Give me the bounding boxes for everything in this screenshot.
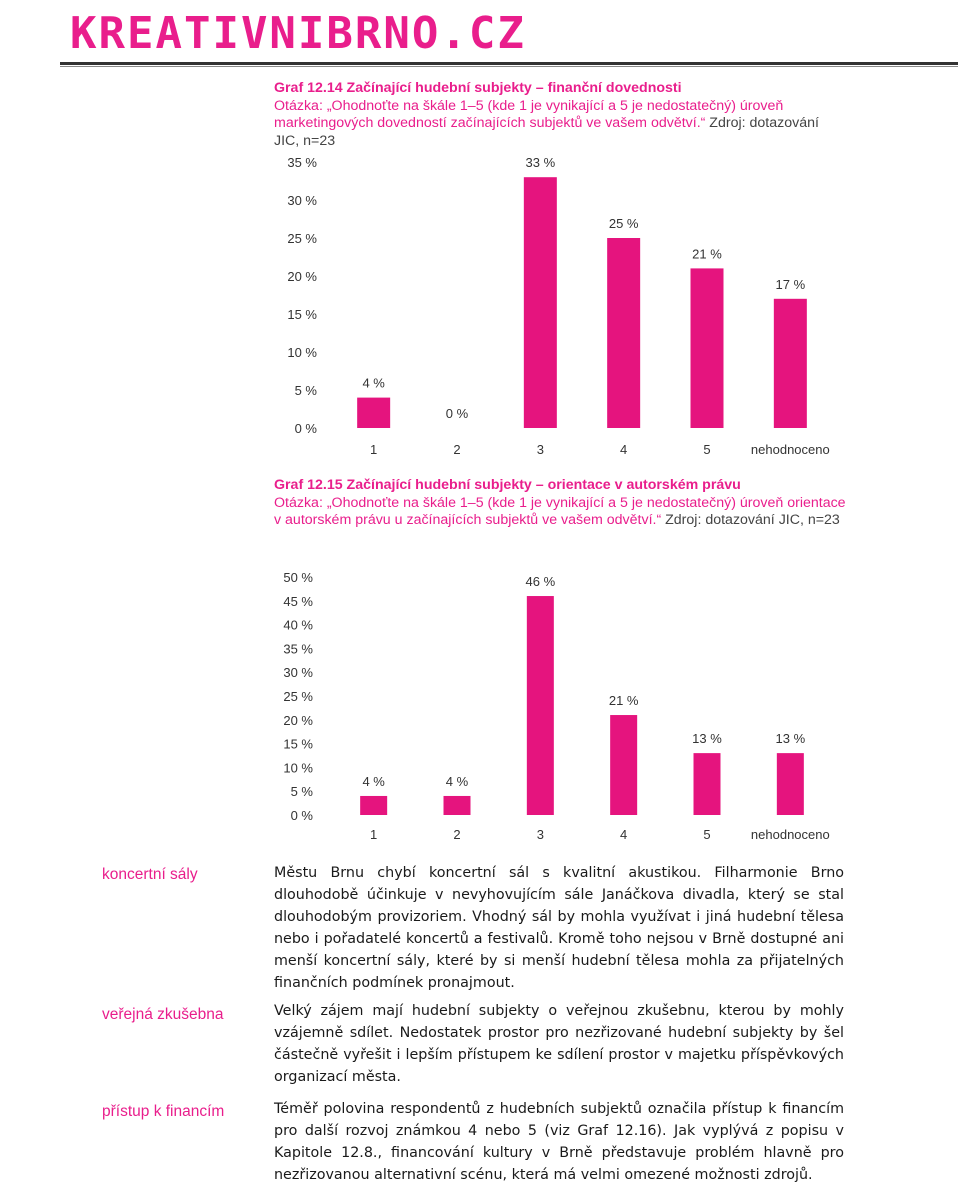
graph2-y-tick: 0 %: [290, 808, 313, 823]
graph2-data-label: 13 %: [775, 731, 806, 747]
section-label-rehearsal-room: veřejná zkušebna: [102, 1006, 224, 1023]
graph2-y-tick: 35 %: [283, 641, 313, 657]
graph1-data-label: 0 %: [445, 406, 469, 421]
graph1-data-label: 33 %: [525, 155, 556, 171]
graph2-x-tick: 2: [453, 827, 461, 842]
graph1-title: Graf 12.14 Začínající hudební subjekty – finanční dovednosti: [274, 80, 682, 96]
graph1-bar: [691, 268, 724, 428]
graph2-bar: [360, 796, 387, 815]
graph1-chart: [270, 150, 870, 470]
graph1-data-label: 21 %: [692, 246, 722, 262]
graph2-y-tick: 25 %: [283, 689, 313, 704]
graph2-caption: [274, 477, 846, 530]
graph2-y-tick: 50 %: [283, 570, 313, 585]
graph2-y-tick: 45 %: [283, 593, 313, 609]
graph2-svg: [270, 565, 870, 855]
graph1-y-tick: 20 %: [287, 269, 317, 284]
graph2-y-tick: 5 %: [290, 784, 313, 800]
graph2-bar: [527, 596, 554, 815]
graph1-bar: [524, 177, 557, 428]
section-label-funding-access: přístup k financím: [102, 1103, 225, 1120]
graph1-bar: [774, 299, 807, 428]
graph1-y-tick: 10 %: [287, 345, 317, 360]
graph1-data-label: 4 %: [362, 375, 385, 391]
graph1-bar: [357, 398, 390, 428]
graph1-y-tick: 25 %: [287, 231, 317, 246]
graph2-bar: [694, 753, 721, 815]
graph2-title: Graf 12.15 Začínající hudební subjekty – orientace v autorském právu: [274, 477, 741, 493]
graph1-x-tick: nehodnoceno: [750, 442, 830, 457]
graph2-x-tick: nehodnoceno: [750, 827, 830, 842]
graph1-y-tick: 5 %: [294, 383, 317, 398]
graph1-y-tick: 30 %: [287, 193, 317, 208]
graph2-y-tick: 20 %: [283, 712, 313, 728]
header-rule-thin: [60, 66, 958, 67]
graph2-bar: [777, 753, 804, 815]
graph2-chart: [270, 565, 870, 855]
graph1-caption: [274, 80, 846, 150]
graph2-source: Zdroj: dotazování JIC, n=23: [661, 512, 840, 528]
graph2-y-tick: 40 %: [283, 617, 313, 633]
section-text-funding-access: Téměř polovina respondentů z hudebních subjektů označila přístup k financím pro další rozvoj známkou 4 nebo 5 (viz Graf 12.16). Jak vyplývá z popisu v Kapitole 12.8., financování kultury v Brně představuje problém hlavně pro nezřizovanou alternativní scénu, která má velmi omezené možnosti zdrojů.: [274, 1101, 844, 1183]
graph2-x-tick: 5: [703, 827, 711, 842]
graph1-x-tick: 1: [370, 442, 378, 457]
graph1-data-label: 17 %: [775, 276, 806, 292]
graph2-x-tick: 1: [370, 827, 378, 842]
graph1-svg: [270, 150, 870, 470]
graph1-source: Zdroj: dotazování JIC, n=23: [274, 115, 819, 149]
section-text-concert-halls: Městu Brnu chybí koncertní sál s kvalitní akustikou. Filharmonie Brno dlouhodobě účinkuje v nevyhovujícím sále Janáčkova divadla, který se stal dlouhodobým provizoriem. Vhodný sál by mohla využívat i jiná hudební tělesa nebo i pořadatelé koncertů a festivalů. Kromě toho nejsou v Brně dostupné ani menší koncertní sály, které by si menší hudební tělesa mohla za přijatelných finančních podmínek pronajmout.: [274, 865, 844, 991]
graph2-data-label: 4 %: [445, 773, 469, 789]
graph2-bar: [610, 715, 637, 815]
graph1-y-tick: 15 %: [287, 307, 317, 322]
graph1-x-tick: 5: [703, 442, 711, 457]
section-text-rehearsal-room: Velký zájem mají hudební subjekty o veřejnou zkušebnu, kterou by mohly vzájemně sdílet. Nedostatek prostor pro nezřizované hudební subjekty by šel částečně vyřešit i lepším přístupem ke sdílení prostor v majetku příspěvkových organizací města.: [274, 1003, 844, 1085]
graph2-bar: [444, 796, 471, 815]
graph2-data-label: 46 %: [525, 574, 556, 590]
graph2-y-tick: 15 %: [283, 736, 313, 752]
graph1-y-tick: 0 %: [294, 421, 317, 436]
graph2-y-tick: 30 %: [283, 665, 313, 681]
graph2-x-tick: 4: [620, 827, 628, 842]
graph1-x-tick: 2: [453, 442, 461, 457]
graph1-data-label: 25 %: [608, 216, 639, 231]
graph2-y-tick: 10 %: [283, 760, 313, 776]
graph1-bar: [607, 238, 640, 428]
graph1-question: Otázka: „Ohodnoťte na škále 1–5 (kde 1 je vynikající a 5 je nedostatečný) úroveň marketingových dovedností začínajících subjektů ve vašem odvětví.“: [274, 97, 784, 131]
graph2-x-tick: 3: [536, 827, 544, 842]
graph2-data-label: 21 %: [608, 693, 639, 709]
graph1-x-tick: 4: [620, 442, 628, 457]
graph1-x-tick: 3: [536, 442, 544, 457]
graph2-data-label: 13 %: [692, 731, 722, 747]
graph2-question: Otázka: „Ohodnoťte na škále 1–5 (kde 1 je vynikající a 5 je nedostatečný) úroveň orientace v autorském právu u začínajících subjektů ve vašem odvětví.“: [274, 494, 846, 528]
graph1-y-tick: 35 %: [287, 155, 317, 170]
header-rule: [60, 62, 958, 65]
section-label-concert-halls: koncertní sály: [102, 866, 198, 883]
site-logo: KREATIVNIBRNO.CZ: [70, 8, 526, 59]
graph2-data-label: 4 %: [362, 773, 385, 789]
